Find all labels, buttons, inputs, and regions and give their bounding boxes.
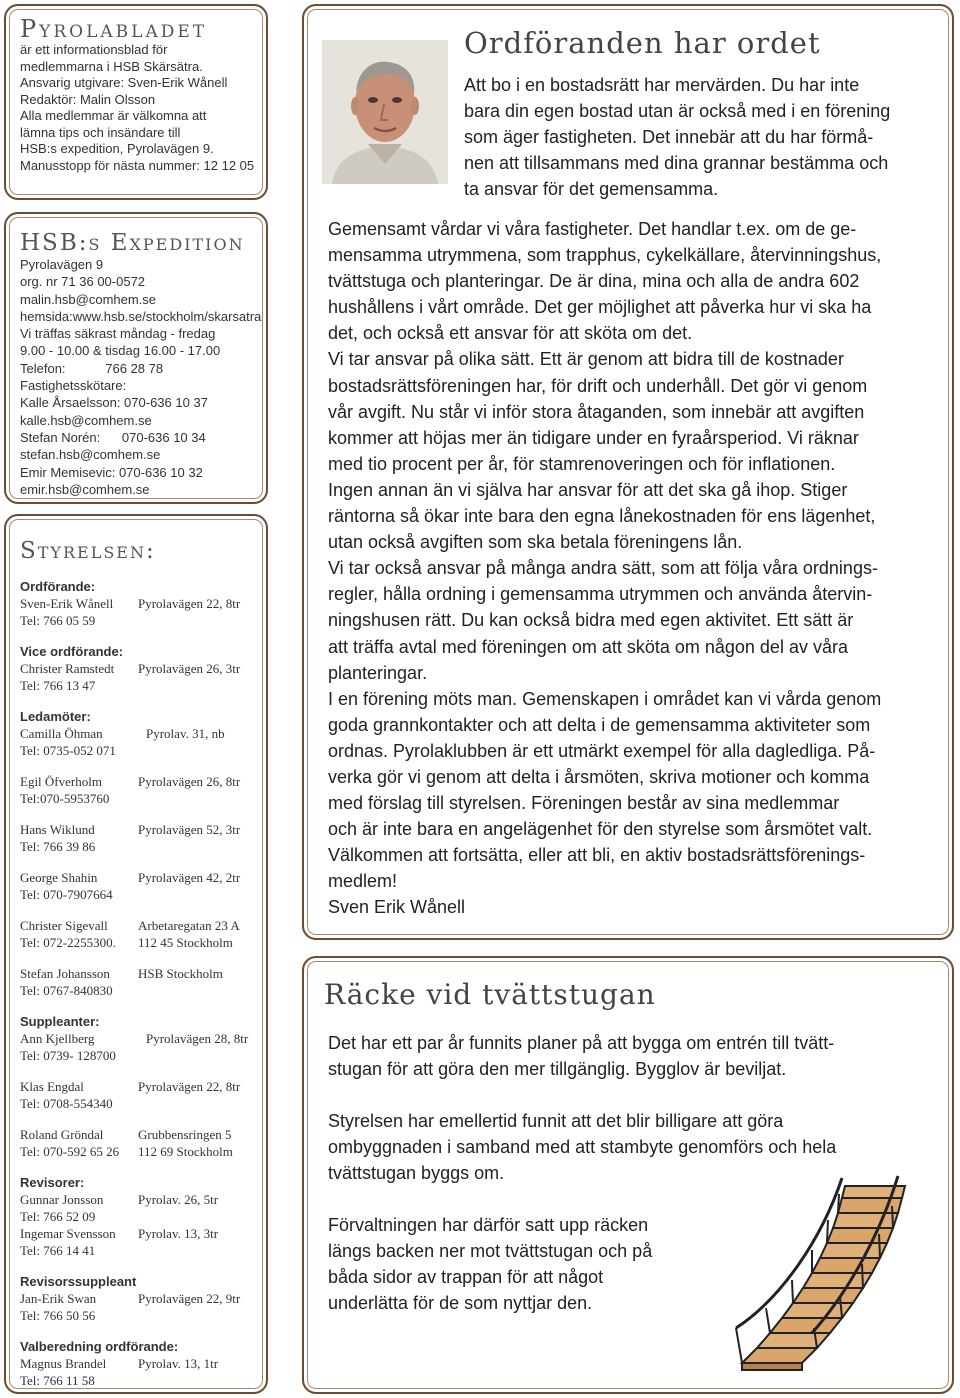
body-line: utan också avgiften som ska betala föreningens lån. (328, 532, 743, 553)
body-line: räntorna så ökar inte bara den egna lånekostnaden för ens lägenhet, (328, 506, 876, 527)
member-name: Camilla Öhman (20, 726, 103, 741)
member-address: Pyrolavägen 28, 8tr (146, 1031, 249, 1046)
member-tel: Tel: 766 39 86 (20, 839, 96, 854)
body-line: Gemensamt vårdar vi våra fastigheter. Det handlar t.ex. om de ge- (328, 219, 857, 239)
staircase-icon (722, 1168, 912, 1378)
intro-line: bara din egen bostad utan är också med i en förening (464, 101, 891, 121)
member-tel: Tel: 0767-840830 (20, 983, 113, 998)
pyrolabladet-line: Manusstopp för nästa nummer: 12 12 05 (20, 157, 255, 173)
member-address: Pyrolavägen 52, 3tr (138, 822, 241, 837)
body-line: tvättstuga och planteringar. De är dina, mina och alla de andra 602 (328, 271, 860, 292)
email-link[interactable]: malin.hsb@comhem.se (20, 291, 157, 307)
body-line: mensamma utrymmena, som trapphus, cykelkällare, återvinningshus, (328, 245, 882, 266)
portrait-image (322, 40, 448, 184)
vice-heading: Vice ordförande: (20, 644, 124, 659)
member-name: Ann Kjellberg (20, 1031, 95, 1046)
member-tel: Tel: 0708-554340 (20, 1096, 113, 1111)
body-line: ordnas. Pyrolaklubben är ett utmärkt exempel för alla dagledliga. På- (328, 740, 876, 761)
paragraph-line: båda sidor av trappan för att något (328, 1267, 604, 1287)
member-tel: Tel: 766 11 58 (20, 1373, 95, 1388)
body-line: medlem! (328, 871, 398, 892)
tvattstugan-box (302, 956, 954, 1394)
expedition-line: Kalle Årsaelsson: 070-636 10 37 (20, 395, 208, 411)
expedition-line: Fastighetsskötare: (20, 378, 127, 394)
intro-line: ta ansvar för det gemensamma. (464, 179, 719, 199)
pyrolabladet-line: lämna tips och insändare till (20, 124, 181, 140)
member-name: Christer Sigevall (20, 918, 108, 933)
member-tel: Tel: 766 14 41 (20, 1243, 96, 1258)
tvattstugan-title: Räcke vid tvättstugan (324, 978, 656, 1011)
email-link[interactable]: stefan.hsb@comhem.se (20, 447, 161, 463)
pyrolabladet-line: Alla medlemmar är välkomna att (20, 108, 207, 123)
member-name: Hans Wiklund (20, 822, 95, 837)
member-address: Pyrolav. 31, nb (146, 726, 225, 741)
paragraph-line: längs backen ner mot tvättstugan och på (328, 1241, 653, 1261)
email-link[interactable]: emir.hsb@comhem.se (20, 481, 150, 497)
body-line: med förslag till styrelsen. Föreningen består av sina medlemmar (328, 793, 840, 814)
expedition-line: 9.00 - 10.00 & tisdag 16.00 - 17.00 (20, 343, 221, 359)
valberedning-heading: Valberedning ordförande: (20, 1339, 179, 1354)
styrelsen-box (4, 514, 268, 1394)
suppleanter-heading: Suppleanter: (20, 1014, 100, 1029)
email-link[interactable]: kalle.hsb@comhem.se (20, 412, 152, 428)
member-tel: Tel: 766 05 59 (20, 613, 96, 628)
member-tel: Tel: 0739- 128700 (20, 1048, 116, 1063)
ordforanden-title: Ordföranden har ordet (464, 26, 821, 60)
member-address: Pyrolav. 13, 1tr (138, 1356, 219, 1371)
member-name: Ingemar Svensson (20, 1226, 116, 1241)
paragraph-line: Det har ett par år funnits planer på att bygga om entrén till tvätt- (328, 1033, 835, 1053)
revisorssuppleant-heading: Revisorssuppleant (20, 1274, 137, 1289)
member-address2: 112 45 Stockholm (138, 935, 233, 950)
expedition-line: Stefan Norén: 070-636 10 34 (20, 429, 206, 445)
member-name: Christer Ramstedt (20, 661, 115, 676)
member-name: Egil Öfverholm (20, 774, 102, 789)
member-address: Pyrolavägen 42, 2tr (138, 870, 241, 885)
body-line: goda grannkontakter och att delta i de gemensamma aktiviteter som (328, 714, 871, 735)
member-name: Gunnar Jonsson (20, 1192, 104, 1207)
member-address: Pyrolav. 26, 5tr (138, 1192, 219, 1207)
paragraph-line: tvättstugan byggs om. (328, 1163, 505, 1183)
pyrolabladet-line: Redaktör: Malin Olsson (20, 91, 156, 107)
body-line: kommer att höjas mer än tidigare under en fyraårsperiod. Vi räknar (328, 427, 859, 448)
member-name: Jan-Erik Swan (20, 1291, 97, 1306)
member-tel: Tel: 070-7907664 (20, 887, 113, 902)
pyrolabladet-line: är ett informationsblad för (20, 42, 168, 57)
pyrolabladet-box (4, 4, 268, 200)
body-line: och är inte bara en angelägenhet för den styrelse som årsmötet valt. (328, 819, 873, 840)
paragraph-line: Förvaltningen har därför satt upp räcken (328, 1215, 649, 1235)
expedition-line: org. nr 71 36 00-0572 (20, 274, 146, 290)
body-line: planteringar. (328, 662, 428, 683)
member-tel: Tel:070-5953760 (20, 791, 110, 806)
expedition-line: Vi träffas säkrast måndag - fredag (20, 326, 216, 342)
revisorer-heading: Revisorer: (20, 1175, 85, 1190)
member-address: Pyrolavägen 22, 8tr (138, 1079, 241, 1094)
member-name: Magnus Brandel (20, 1356, 107, 1371)
member-address2: 112 69 Stockholm (138, 1144, 233, 1159)
pyrolabladet-line: medlemmarna i HSB Skärsätra. (20, 58, 203, 74)
member-tel: Tel: 766 13 47 (20, 678, 96, 693)
body-line: det, och också ett ansvar för att sköta om det. (328, 323, 693, 344)
expedition-line: Emir Memisevic: 070-636 10 32 (20, 464, 203, 480)
member-address: Pyrolavägen 22, 8tr (138, 596, 241, 611)
body-line: hushållens i vårt område. Det ger möjlighet att påverka hur vi ska ha (328, 297, 872, 318)
paragraph-line: underlätta för de som nyttjar den. (328, 1293, 593, 1313)
body-line: Ingen annan än vi själva har ansvar för att det ska gå ihop. Stiger (328, 479, 848, 500)
member-name: Sven-Erik Wånell (20, 596, 114, 611)
body-line: med tio procent per år, för stamrenoveringen och för inflationen. (328, 453, 836, 474)
body-line: verka gör vi genom att delta i årsmöten, skriva motioner och komma (328, 766, 870, 787)
member-address: Pyrolav. 13, 3tr (138, 1226, 219, 1241)
body-line: ningshusen rätt. Du kan också bidra med egen aktivitet. Ett sätt är (328, 610, 854, 631)
member-name: Stefan Johansson (20, 966, 110, 981)
member-address: Pyrolavägen 26, 3tr (138, 661, 241, 676)
pyrolabladet-line: HSB:s expedition, Pyrolavägen 9. (20, 141, 214, 156)
paragraph-line: stugan för att göra den mer tillgänglig. Bygglov är beviljat. (328, 1059, 787, 1079)
pyrolabladet-title: Pyrolabladet (20, 15, 208, 43)
chairman-photo (322, 40, 448, 184)
member-address: Arbetaregatan 23 A (138, 918, 240, 933)
body-line: Vi tar ansvar på olika sätt. Ett är genom att bidra till de kostnader (328, 349, 844, 370)
member-address: Grubbensringen 5 (138, 1127, 232, 1142)
ordforande-heading: Ordförande: (20, 579, 96, 594)
body-line: vår avgift. Nu står vi inför stora åtaganden, som innebär att avgiften (328, 401, 865, 422)
member-name: Roland Gröndal (20, 1127, 104, 1142)
member-address: HSB Stockholm (138, 966, 223, 981)
styrelsen-title: Styrelsen: (20, 538, 156, 564)
member-tel: Tel: 0735-052 071 (20, 743, 116, 758)
expedition-title: HSB:s Expedition (20, 230, 245, 256)
member-address: Pyrolavägen 22, 9tr (138, 1291, 241, 1306)
member-tel: Tel: 070-592 65 26 (20, 1144, 120, 1159)
member-tel: Tel: 072-2255300. (20, 935, 116, 950)
intro-line: Att bo i en bostadsrätt har mervärden. Du har inte (464, 75, 860, 95)
member-name: George Shahin (20, 870, 98, 885)
paragraph-line: ombyggnaden i samband med att stambyte genomförs och hela (328, 1137, 837, 1157)
ordforanden-box (302, 4, 954, 940)
body-line: Vi tar också ansvar på många andra sätt, som att följa våra ordnings- (328, 558, 878, 579)
body-line: Välkommen att fortsätta, eller att bli, en aktiv bostadsrättsförenings- (328, 845, 866, 866)
expedition-box (4, 212, 268, 504)
pyrolabladet-line: Ansvarig utgivare: Sven-Erik Wånell (20, 75, 228, 90)
body-line: att träffa avtal med föreningen om att sköta om någon del av våra (328, 636, 848, 657)
ledamoter-heading: Ledamöter: (20, 709, 91, 724)
body-line: bostadsrättsföreningen har, för drift och underhåll. Det gör vi genom (328, 375, 868, 396)
member-tel: Tel: 766 52 09 (20, 1209, 96, 1224)
body-line: I en förening möts man. Gemenskapen i området kan vi vårda genom (328, 688, 882, 709)
intro-line: nen att tillsammans med dina grannar bestämma och (464, 153, 889, 173)
paragraph-line: Styrelsen har emellertid funnit att det blir billigare att göra (328, 1111, 784, 1131)
signature-line: Sven Erik Wånell (328, 897, 466, 918)
member-tel: Tel: 766 50 56 (20, 1308, 96, 1323)
body-line: regler, hålla ordning i gemensamma utrymmen och använda återvin- (328, 584, 873, 605)
member-address: Pyrolavägen 26, 8tr (138, 774, 241, 789)
website-link[interactable]: hemsida:www.hsb.se/stockholm/skarsatra (20, 308, 262, 324)
staircase-illustration (722, 1168, 912, 1378)
intro-line: som äger fastigheten. Det innebär att du har förmå- (464, 127, 874, 147)
member-name: Klas Engdal (20, 1079, 84, 1094)
expedition-line: Pyrolavägen 9 (20, 257, 104, 272)
expedition-line: Telefon: 766 28 78 (20, 360, 164, 376)
